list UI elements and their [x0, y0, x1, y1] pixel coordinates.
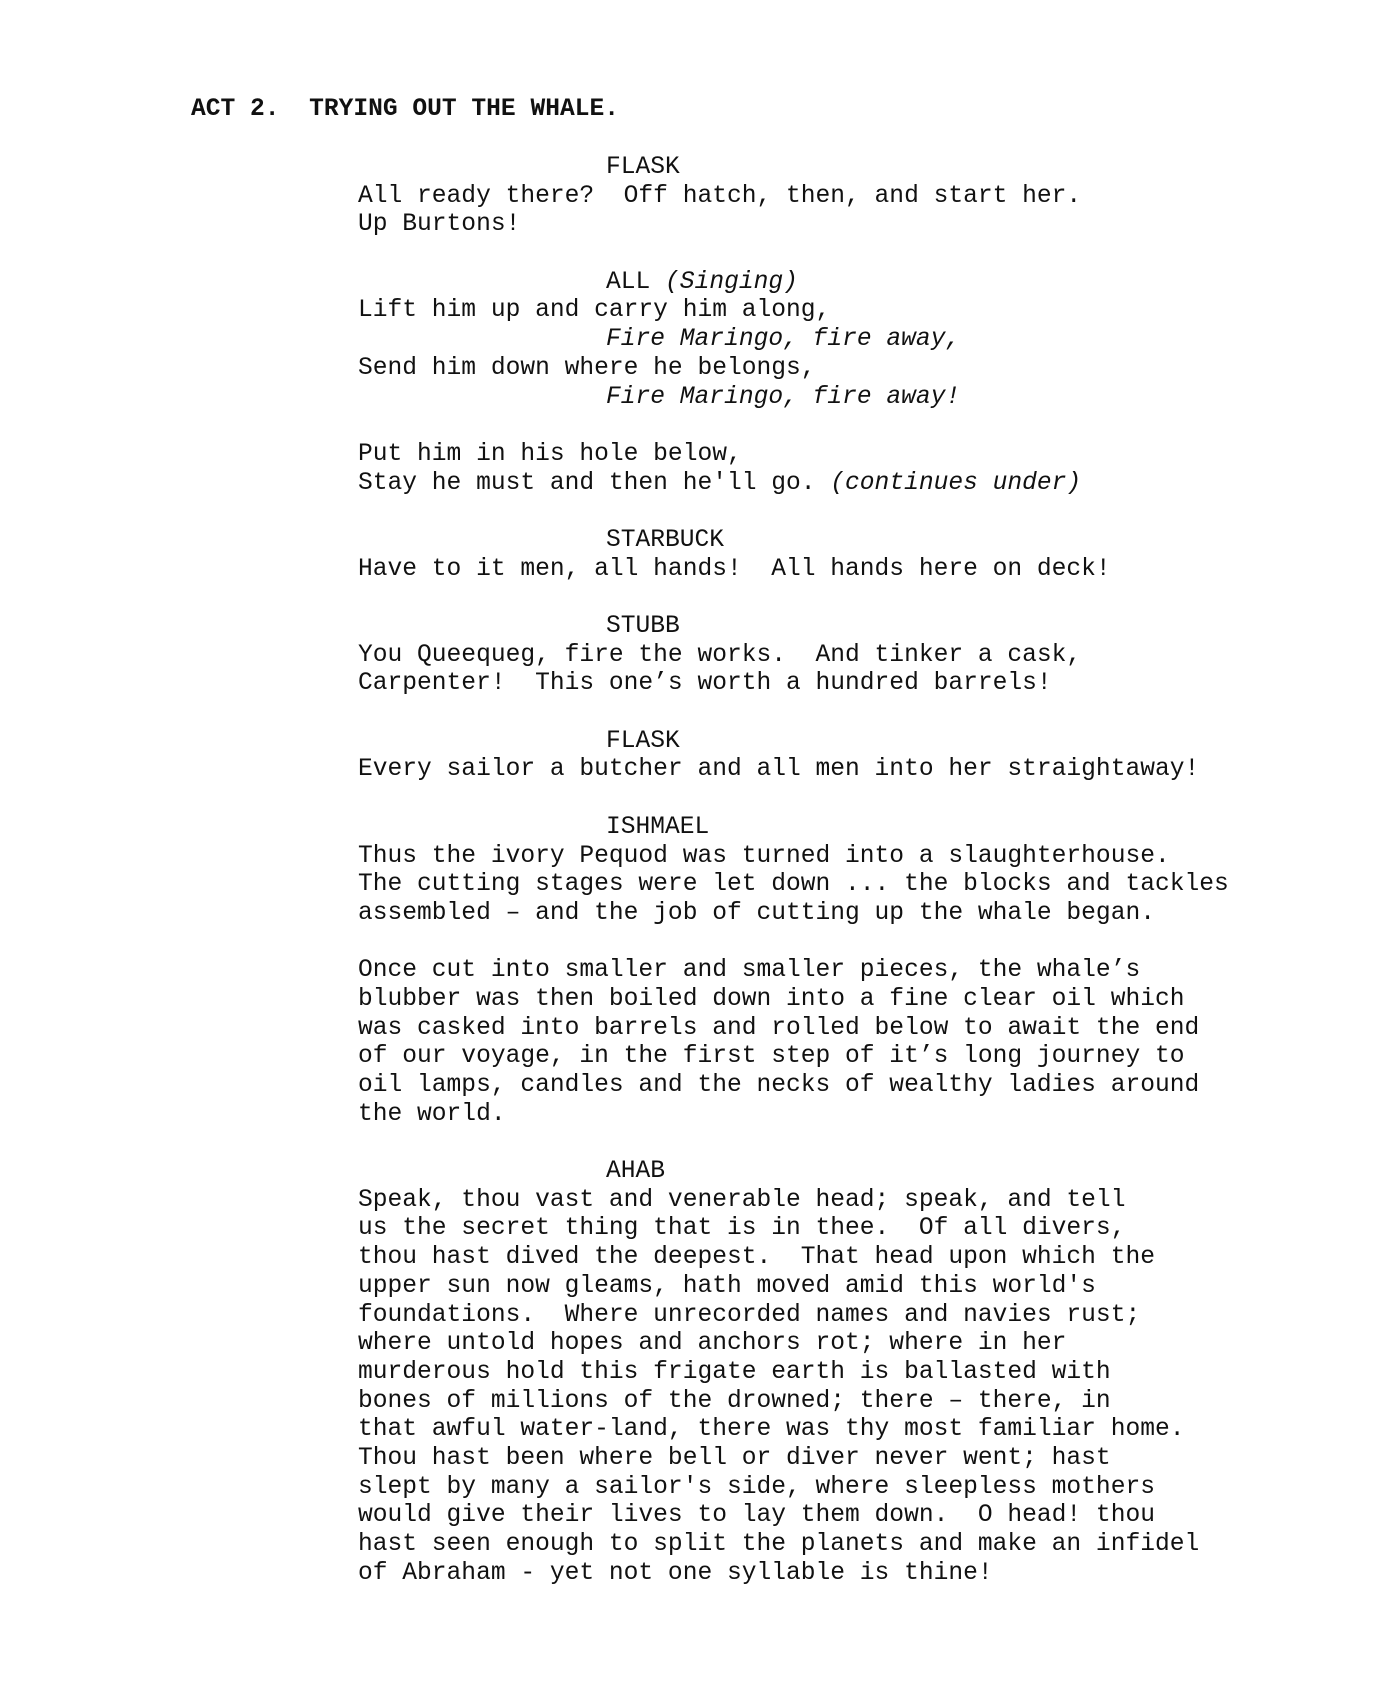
- dialogue-line: Speak, thou vast and venerable head; speak, and tell: [358, 1186, 1126, 1214]
- dialogue-line: slept by many a sailor's side, where sleepless mothers: [358, 1473, 1155, 1501]
- dialogue-line: Every sailor a butcher and all men into her straightaway!: [358, 756, 1200, 784]
- dialogue-line: The cutting stages were let down ... the blocks and tackles: [358, 871, 1229, 899]
- dialogue-line: murderous hold this frigate earth is ballasted with: [358, 1358, 1111, 1386]
- character-name: STARBUCK: [606, 526, 725, 554]
- dialogue-line: All ready there? Off hatch, then, and start her.: [358, 182, 1082, 210]
- dialogue-line: Up Burtons!: [358, 211, 521, 239]
- dialogue-line: where untold hopes and anchors rot; where in her: [358, 1330, 1067, 1358]
- dialogue-line: would give their lives to lay them down. O head! thou: [358, 1502, 1155, 1530]
- dialogue-line: assembled – and the job of cutting up the whale began.: [358, 899, 1155, 927]
- dialogue-line: us the secret thing that is in thee. Of all divers,: [358, 1215, 1126, 1243]
- character-name: FLASK: [606, 727, 680, 755]
- dialogue-line: was casked into barrels and rolled below to await the end: [358, 1014, 1200, 1042]
- stage-direction: (Singing): [665, 268, 798, 296]
- dialogue-line: that awful water-land, there was thy most familiar home.: [358, 1416, 1185, 1444]
- dialogue-line: Once cut into smaller and smaller pieces, the whale’s: [358, 957, 1141, 985]
- dialogue-line: upper sun now gleams, hath moved amid this world's: [358, 1272, 1096, 1300]
- character-name: AHAB: [606, 1158, 666, 1186]
- dialogue-line: oil lamps, candles and the necks of wealthy ladies around: [358, 1072, 1200, 1099]
- lyric-line: Put him in his hole below,: [358, 440, 742, 468]
- dialogue-line: of Abraham - yet not one syllable is thine!: [358, 1559, 993, 1587]
- dialogue-line: hast seen enough to split the planets and make an infidel: [358, 1531, 1200, 1558]
- character-name-with-direction: [358, 269, 1358, 298]
- lyric-line-with-direction: [358, 470, 1358, 499]
- dialogue-line: thou hast dived the deepest. That head upon which the: [358, 1244, 1155, 1272]
- dialogue-line: the world.: [358, 1100, 506, 1128]
- stage-direction: (continues under): [830, 469, 1082, 497]
- dialogue-line: blubber was then boiled down into a fine clear oil which: [358, 985, 1185, 1013]
- script-body: [358, 154, 1358, 1588]
- dialogue-line: Have to it men, all hands! All hands here on deck!: [358, 555, 1111, 583]
- dialogue-line: foundations. Where unrecorded names and navies rust;: [358, 1301, 1141, 1329]
- character-name: ALL: [606, 268, 651, 296]
- dialogue-line: Thou hast been where bell or diver never went; hast: [358, 1444, 1111, 1472]
- lyric-refrain: Fire Maringo, fire away!: [606, 383, 961, 411]
- character-name: STUBB: [606, 613, 680, 640]
- dialogue-line: Thus the ivory Pequod was turned into a slaughterhouse.: [358, 842, 1170, 870]
- lyric-line: Lift him up and carry him along,: [358, 297, 831, 325]
- dialogue-line: of our voyage, in the first step of it’s long journey to: [358, 1043, 1185, 1071]
- dialogue-line: bones of millions of the drowned; there – there, in: [358, 1387, 1111, 1415]
- act-heading: ACT 2. TRYING OUT THE WHALE.: [191, 96, 620, 123]
- character-name: ISHMAEL: [606, 813, 710, 841]
- dialogue-line: You Queequeg, fire the works. And tinker a cask,: [358, 641, 1082, 669]
- dialogue-line: Carpenter! This one’s worth a hundred barrels!: [358, 670, 1052, 698]
- lyric-line: Stay he must and then he'll go.: [358, 469, 831, 497]
- character-name: FLASK: [606, 154, 680, 181]
- lyric-refrain: Fire Maringo, fire away,: [606, 326, 961, 354]
- lyric-line: Send him down where he belongs,: [358, 354, 816, 382]
